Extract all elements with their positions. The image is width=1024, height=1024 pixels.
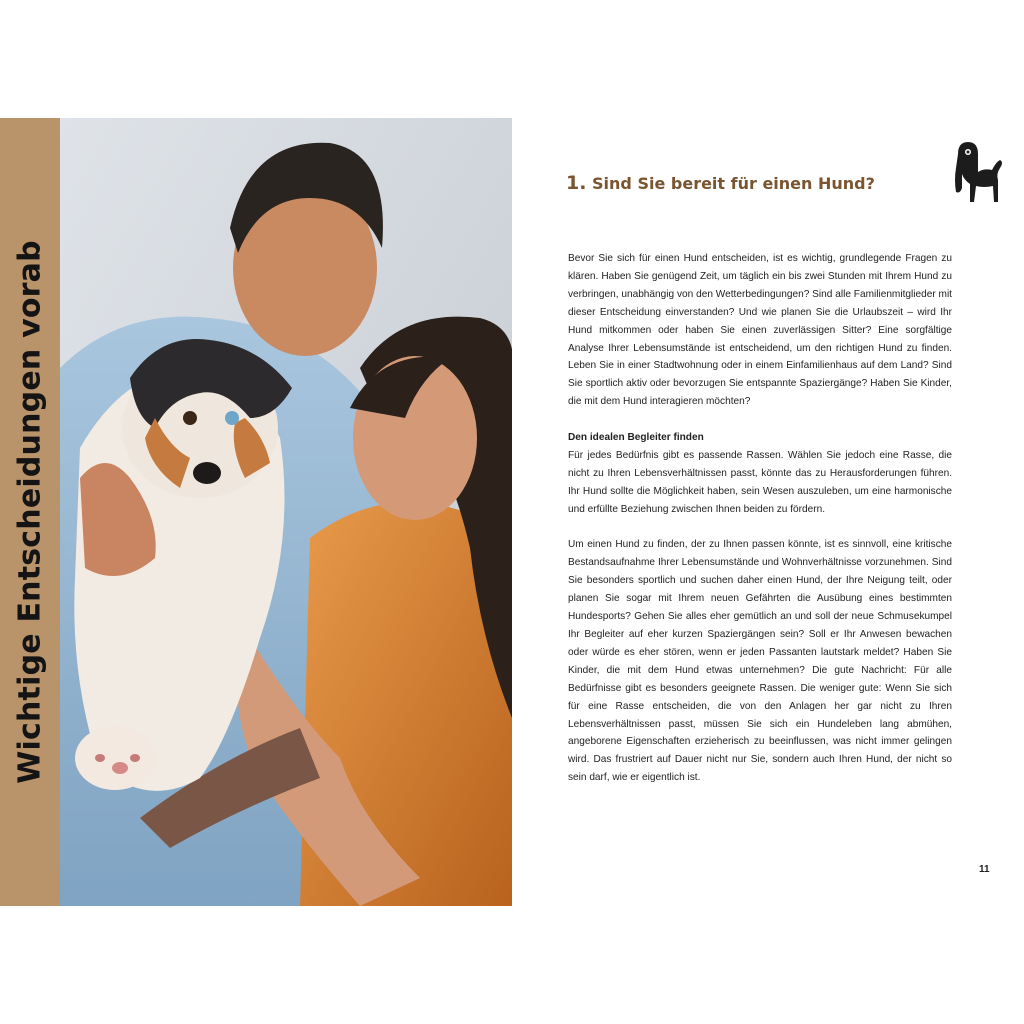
subheading: Den idealen Begleiter finden	[568, 432, 704, 444]
page-number: 11	[979, 864, 990, 875]
photo-couple-with-puppy	[60, 118, 512, 906]
body-text	[568, 250, 952, 787]
dog-icon	[950, 140, 1004, 204]
second-paragraph: Für jedes Bedürfnis gibt es passende Rassen. Wählen Sie jedoch eine Rasse, die nicht zu Ihren Lebensverhältnissen passt, könnte das zu Herausforderungen führen. Ihr Hund sollte die Möglichkeit haben, sein Wesen auszuleben, um eine harmonische und erfüllte Beziehung zwischen Ihnen beiden zu fördern.	[568, 449, 952, 515]
section-title: Sind Sie bereit für einen Hund?	[592, 174, 875, 193]
third-paragraph: Um einen Hund zu finden, der zu Ihnen passen könnte, ist es sinnvoll, eine kritische Bestandsaufnahme Ihrer Lebensumstände und Wohnverhältnisse vorzunehmen. Sind Sie besonders sportlich und suchen daher einen Hund, der Ihre Neigung teilt, oder planen Sie sogar mit Ihrem neuen Gefährten die Ausübung eines bestimmten Hundesports? Gehen Sie alles eher gemütlich an und soll der neue Schmusekumpel Ihr Begleiter auf eher kurzen Spaziergängen sein? Soll er Ihr Anwesen bewachen oder würde es eher stören, wenn er jeden Passanten lautstark meldet? Haben Sie Kinder, die mit dem Hund etwas unternehmen? Die gute Nachricht: Für alle Bedürfnisse gibt es besonders geeignete Rassen. Die weniger gute: Wenn Sie sich für eine Rasse entscheiden, die von den Anlagen her gar nicht zu Ihren Lebensverhältnissen passt, müssen Sie sich ein Hundeleben lang abmühen, angeborene Eigenschaften erzieherisch zu beeinflussen, was nicht immer gelingen wird. Das frustriert auf Dauer nicht nur Sie, sondern auch Ihren Hund, der nicht so sein darf, wie er eigentlich ist.	[568, 539, 952, 784]
section-heading	[566, 172, 875, 194]
section-number: 1.	[566, 172, 587, 194]
chapter-title: Wichtige Entscheidungen vorab	[12, 240, 48, 784]
intro-paragraph: Bevor Sie sich für einen Hund entscheiden, ist es wichtig, grundlegende Fragen zu klären. Haben Sie genügend Zeit, um täglich ein bis zwei Stunden mit Ihrem Hund zu verbringen, unabhängig von den Wetterbedingungen? Sind alle Familienmitglieder mit dieser Entscheidung einverstanden? Und wie planen Sie die Urlaubszeit – wird Ihr Hund mitkommen oder haben Sie einen zuverlässigen Sitter? Eine sorgfältige Analyse Ihrer Lebensumstände ist entscheidend, um den richtigen Hund zu finden. Leben Sie in einer Stadtwohnung oder in einem Einfamilienhaus auf dem Land? Sind Sie sportlich aktiv oder bevorzugen Sie entspannte Spaziergänge? Haben Sie Kinder, die mit dem Hund interagieren möchten?	[568, 253, 952, 408]
